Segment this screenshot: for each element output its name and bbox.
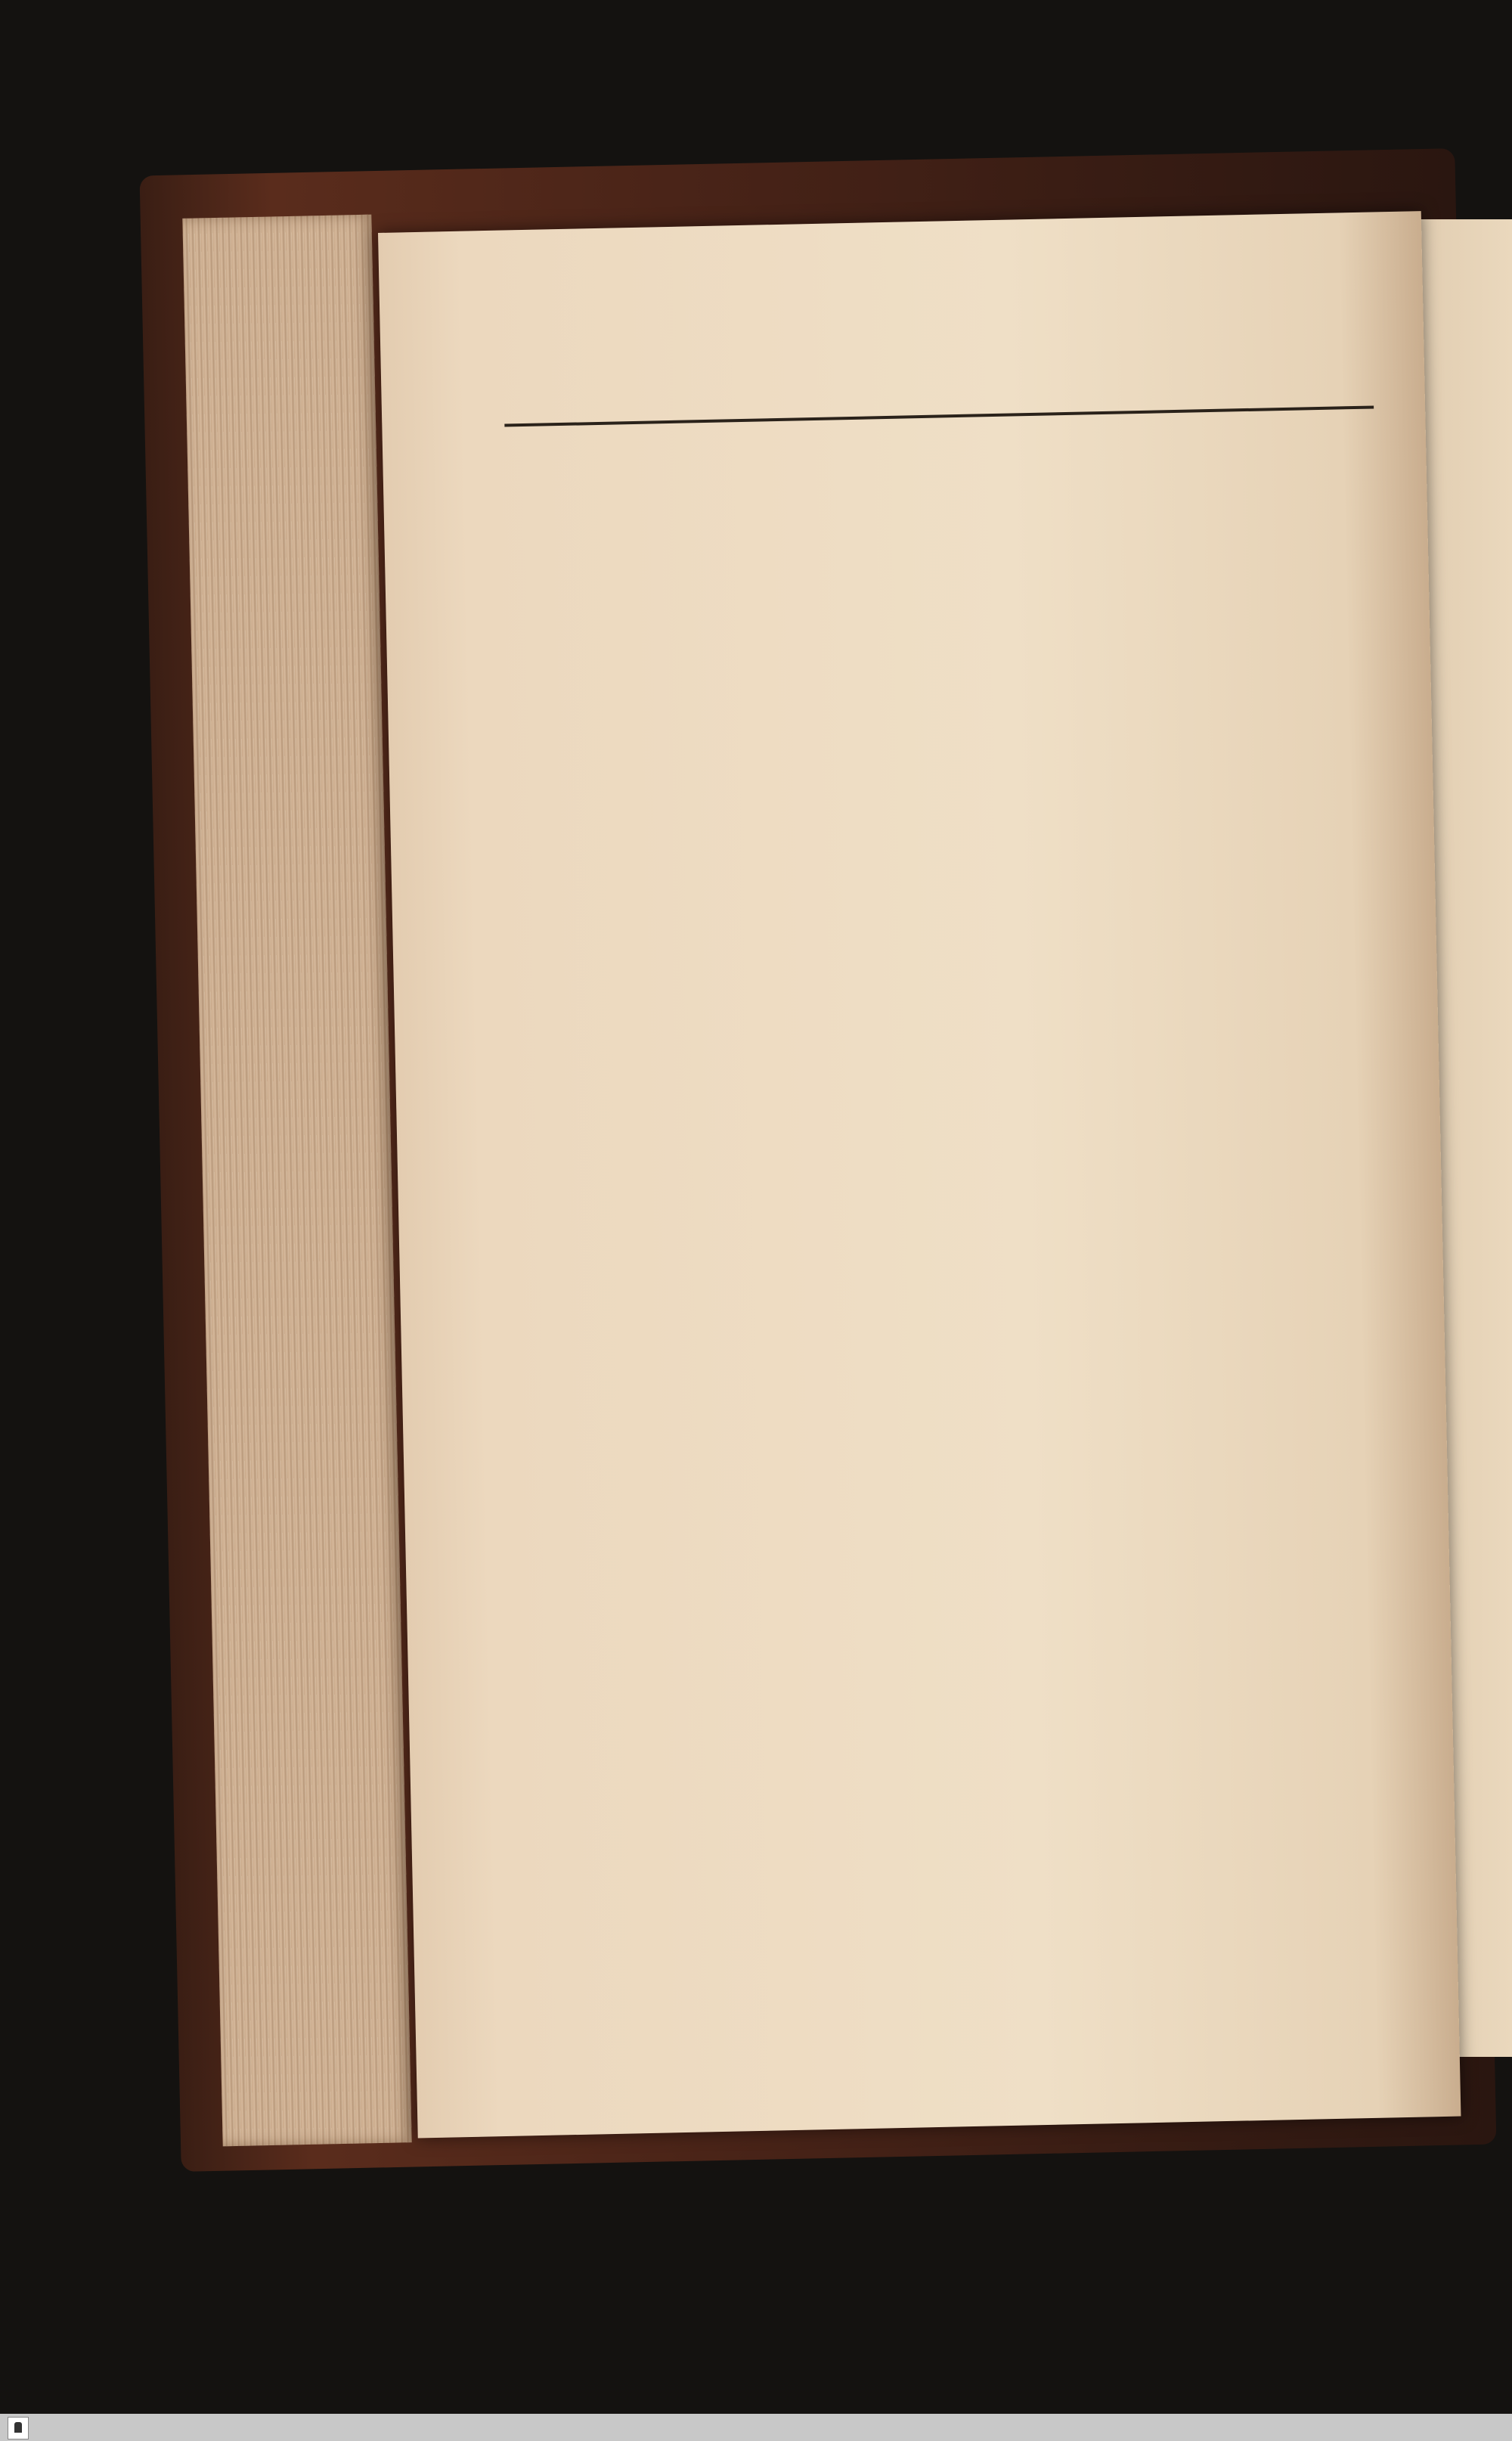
running-header [503, 322, 1404, 414]
footer-bar [0, 2414, 1512, 2441]
institution-logo-icon [8, 2417, 29, 2439]
page-text [503, 322, 1405, 441]
page-edges [182, 215, 411, 2147]
left-page [378, 211, 1461, 2138]
catchword [505, 422, 1405, 441]
